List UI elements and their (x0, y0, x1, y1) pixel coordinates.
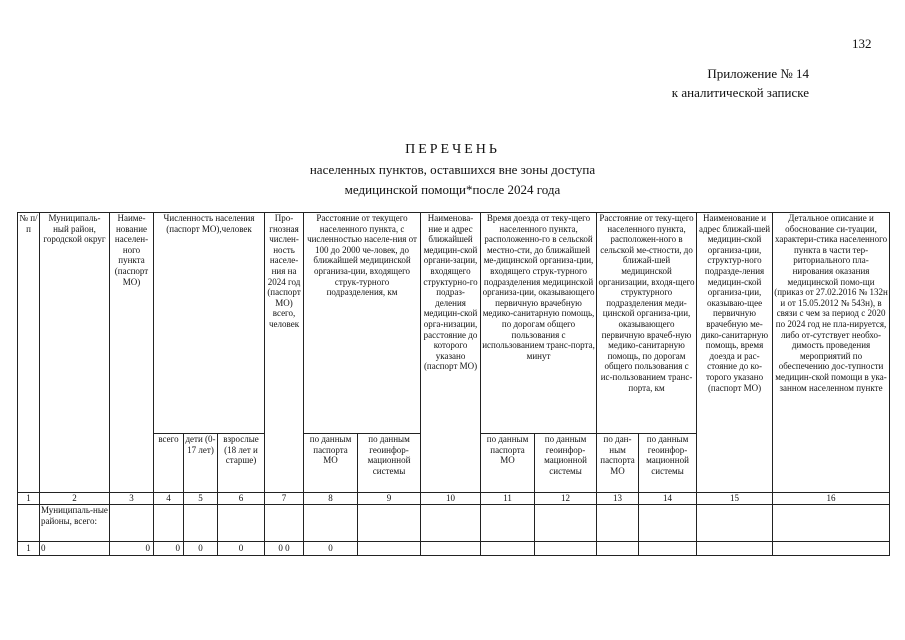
table-cell (773, 542, 890, 556)
table-cell (358, 542, 421, 556)
table-cell (773, 505, 890, 542)
header-c11-12: Время доезда от теку-щего населенного пункта, расположенно-го в сельской местно-сти, до ближайшей ме-дицинской организа-ции, входящего струк-турного подразделения медицинской организа-ции, оказывающего первичную врачебную медико-санитарную помощь, по дорогам общего пользования с использованием транс-порта, минут (481, 213, 597, 434)
table-cell (154, 505, 184, 542)
table-cell: 0 (154, 542, 184, 556)
header-c11: по данным паспорта МО (481, 434, 535, 493)
settlements-table (17, 212, 890, 556)
column-number: 14 (639, 493, 697, 505)
table-cell (358, 505, 421, 542)
table-cell (597, 505, 639, 542)
header-c1: № п/п (18, 213, 40, 493)
header-c6: взрослые (18 лет и старше) (218, 434, 265, 493)
total-label-cell: Муниципаль-ные районы, всего: (40, 505, 110, 542)
header-c13: по дан-ным паспорта МО (597, 434, 639, 493)
document-title (0, 140, 905, 200)
header-c15: Наименование и адрес ближай-шей медицин-ской организа-ции, структур-ного подразде-ления медицин-ской организа-ции, оказываю-щее первичную врачебную ме-дико-санитарную помощь, время доезда и рас-стояние до ко-торого указано (паспорт МО) (697, 213, 773, 493)
page-number: 132 (852, 36, 872, 51)
column-number: 7 (265, 493, 304, 505)
table-cell (639, 542, 697, 556)
column-number: 11 (481, 493, 535, 505)
table-row-values (18, 542, 890, 556)
table-cell (18, 505, 40, 542)
column-number: 6 (218, 493, 265, 505)
header-c3: Наиме-нование населен-ного пункта (паспорт МО) (110, 213, 154, 493)
header-c16: Детальное описание и обоснование си-туации, характери-стика населенного пункта в части тер-риториального пла-нирования оказания медицинской помо-щи (приказ от 27.02.2016 № 132н и от 15.05.2012 № 543н), в связи с чем за период с 2020 по 2024 год не пла-нируется, либо от-сутствует необхо-димость проведения мероприятий по обеспечению дос-тупности медицин-ской помощи в ука-занном населенном пункте (773, 213, 890, 493)
table-row-total (18, 505, 890, 542)
table-cell (184, 505, 218, 542)
header-c8-9: Расстояние от текущего населенного пункта, с численностью населе-ния от 100 до 2000 че-ловек, до ближайшей медицинской организа-ции, входящего струк-турного подразделения, км (304, 213, 421, 434)
table-cell (481, 542, 535, 556)
header-c8: по данным паспорта МО (304, 434, 358, 493)
column-number: 12 (535, 493, 597, 505)
column-number: 8 (304, 493, 358, 505)
table-cell: 0 (40, 542, 110, 556)
table-cell (597, 542, 639, 556)
column-number: 16 (773, 493, 890, 505)
table-cell (265, 505, 304, 542)
header-c7: Про-гнозная числен-ность населе-ния на 2024 год (паспорт МО) всего, человек (265, 213, 304, 493)
appendix-caption (672, 64, 809, 102)
header-c4-6: Численность населения (паспорт МО),человек (154, 213, 265, 434)
column-number: 3 (110, 493, 154, 505)
table-cell: 0 (184, 542, 218, 556)
header-c12: по данным геоинфор-мационной системы (535, 434, 597, 493)
table-cell (304, 505, 358, 542)
header-c10: Наименова-ние и адрес ближайшей медицин-ской органи-зации, входящего структурно-го подраз-деления медицин-ской орга-низации, расстояние до которого указано (паспорт МО) (421, 213, 481, 493)
header-c5: дети (0-17 лет) (184, 434, 218, 493)
column-number: 4 (154, 493, 184, 505)
header-row-main (18, 213, 890, 434)
table-cell (535, 542, 597, 556)
title-line-2: населенных пунктов, оставшихся вне зоны доступа (309, 162, 596, 177)
table-cell (421, 542, 481, 556)
table-cell (110, 505, 154, 542)
column-number: 1 (18, 493, 40, 505)
table-cell: 0 (110, 542, 154, 556)
table-cell: 0 (304, 542, 358, 556)
table-cell (697, 542, 773, 556)
title-line-3: медицинской помощи*после 2024 года (344, 182, 561, 197)
table-cell (697, 505, 773, 542)
column-number: 13 (597, 493, 639, 505)
table-cell (535, 505, 597, 542)
header-c4: всего (154, 434, 184, 493)
table-cell: 0 0 (265, 542, 304, 556)
table-cell: 0 (218, 542, 265, 556)
table-cell (421, 505, 481, 542)
appendix-line-1: Приложение № 14 (707, 66, 809, 81)
header-c9: по данным геоинфор-мационной системы (358, 434, 421, 493)
column-number: 9 (358, 493, 421, 505)
table-cell (639, 505, 697, 542)
table-cell (481, 505, 535, 542)
column-number-row (18, 493, 890, 505)
column-number: 2 (40, 493, 110, 505)
column-number: 5 (184, 493, 218, 505)
header-c2: Муниципаль-ный район, городской округ (40, 213, 110, 493)
table-cell: 1 (18, 542, 40, 556)
header-c14: по данным геоинфор-мационной системы (639, 434, 697, 493)
header-c13-14: Расстояние от теку-щего населенного пункта, расположен-ного в сельской ме-стности, до ближай-шей медицинской организации, входя-щего структурного подразделения меди-цинской организа-ции, оказывающего первичную врачеб-ную медико-санитарную помощь, по дорогам общего пользования с ис-пользованием транс-порта, км (597, 213, 697, 434)
table-cell (218, 505, 265, 542)
column-number: 10 (421, 493, 481, 505)
column-number: 15 (697, 493, 773, 505)
appendix-line-2: к аналитической записке (671, 85, 809, 100)
title-line-1: ПЕРЕЧЕНЬ (405, 142, 500, 157)
